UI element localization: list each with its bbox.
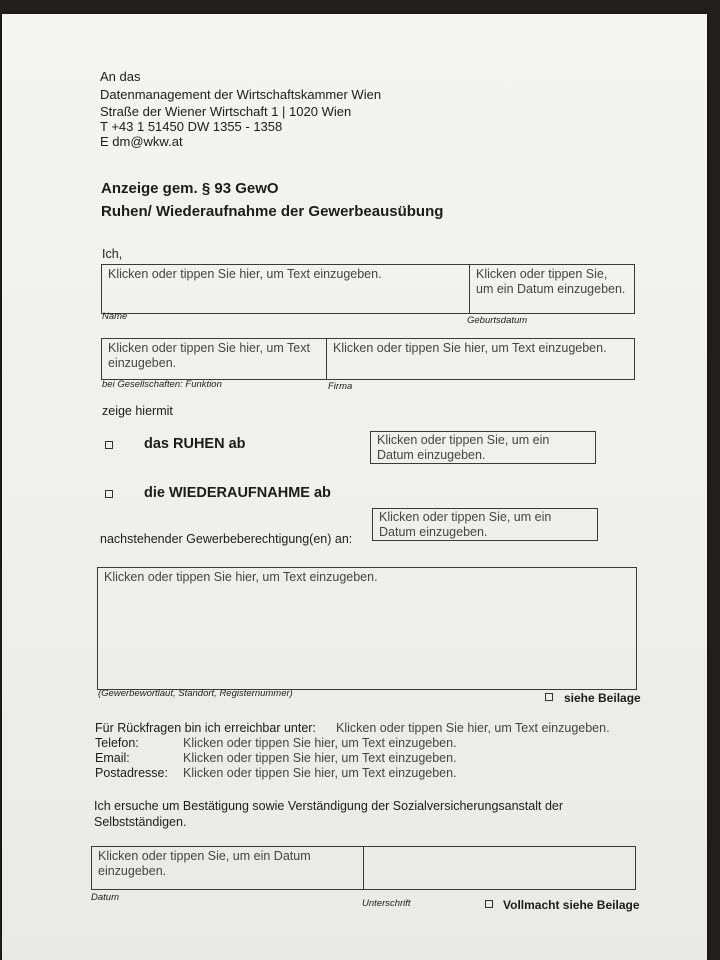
gewerbe-textarea-box: [97, 567, 637, 690]
form-subtitle: Ruhen/ Wiederaufnahme der Gewerbeausübung: [101, 203, 444, 220]
vollmacht-checkbox[interactable]: [485, 900, 493, 908]
siehe-beilage-checkbox[interactable]: [545, 693, 553, 701]
company-field[interactable]: Klicken oder tippen Sie hier, um Text einzugeben.: [333, 341, 607, 355]
rueckfragen-label: Für Rückfragen bin ich erreichbar unter:: [95, 721, 316, 735]
email-label: Email:: [95, 751, 130, 765]
ruhen-date-field[interactable]: Klicken oder tippen Sie, um ein Datum einzugeben.: [370, 431, 596, 464]
postadresse-field[interactable]: Klicken oder tippen Sie hier, um Text einzugeben.: [183, 766, 457, 780]
wiederaufnahme-date-field[interactable]: Klicken oder tippen Sie, um ein Datum einzugeben.: [372, 508, 598, 541]
wiederaufnahme-label: die WIEDERAUFNAHME ab: [144, 485, 331, 501]
ich-label: Ich,: [102, 247, 123, 261]
postadresse-label: Postadresse:: [95, 766, 168, 780]
siehe-beilage-label: siehe Beilage: [564, 691, 641, 705]
ersuche-text-line-2: Selbstständigen.: [94, 815, 187, 829]
birthdate-field[interactable]: Klicken oder tippen Sie, um ein Datum einzugeben.: [476, 267, 626, 296]
nachstehender-label: nachstehender Gewerbeberechtigung(en) an:: [100, 532, 353, 546]
address-line-1: An das: [100, 69, 141, 84]
datum-caption: Datum: [91, 892, 119, 903]
address-line-2: Datenmanagement der Wirtschaftskammer Wien: [100, 87, 382, 102]
name-field[interactable]: Klicken oder tippen Sie hier, um Text einzugeben.: [108, 267, 382, 281]
name-caption: Name: [102, 311, 128, 322]
address-line-4: T +43 1 51450 DW 1355 - 1358: [100, 119, 283, 134]
unterschrift-caption: Unterschrift: [362, 898, 411, 909]
name-birthdate-box: [101, 264, 635, 314]
telefon-field[interactable]: Klicken oder tippen Sie hier, um Text einzugeben.: [183, 736, 457, 750]
vollmacht-label: Vollmacht siehe Beilage: [503, 898, 640, 912]
address-line-3: Straße der Wiener Wirtschaft 1 | 1020 Wien: [100, 104, 352, 119]
gewerbe-caption: (Gewerbewortlaut, Standort, Registernummer): [98, 688, 293, 699]
function-caption: bei Gesellschaften: Funktion: [102, 379, 222, 390]
telefon-label: Telefon:: [95, 736, 139, 750]
function-company-box: [101, 338, 635, 380]
gewerbe-textarea[interactable]: Klicken oder tippen Sie hier, um Text einzugeben.: [104, 570, 378, 584]
address-line-5: E dm@wkw.at: [100, 134, 183, 149]
rueckfragen-field[interactable]: Klicken oder tippen Sie hier, um Text einzugeben.: [336, 721, 610, 735]
ruhen-checkbox[interactable]: [105, 441, 113, 449]
signature-field[interactable]: [364, 847, 635, 889]
zeige-hiermit-label: zeige hiermit: [102, 404, 173, 418]
ersuche-text-line-1: Ich ersuche um Bestätigung sowie Verständigung der Sozialversicherungsanstalt der: [94, 799, 564, 813]
date-signature-box: [91, 846, 636, 890]
form-title: Anzeige gem. § 93 GewO: [101, 180, 279, 197]
company-caption: Firma: [328, 381, 353, 392]
email-field[interactable]: Klicken oder tippen Sie hier, um Text einzugeben.: [183, 751, 457, 765]
form-page: [2, 14, 707, 960]
birthdate-caption: Geburtsdatum: [467, 315, 528, 326]
signature-date-field[interactable]: Klicken oder tippen Sie, um ein Datum einzugeben.: [98, 849, 311, 878]
ruhen-label: das RUHEN ab: [144, 436, 246, 452]
function-field[interactable]: Klicken oder tippen Sie hier, um Text einzugeben.: [108, 341, 310, 370]
wiederaufnahme-checkbox[interactable]: [105, 490, 113, 498]
